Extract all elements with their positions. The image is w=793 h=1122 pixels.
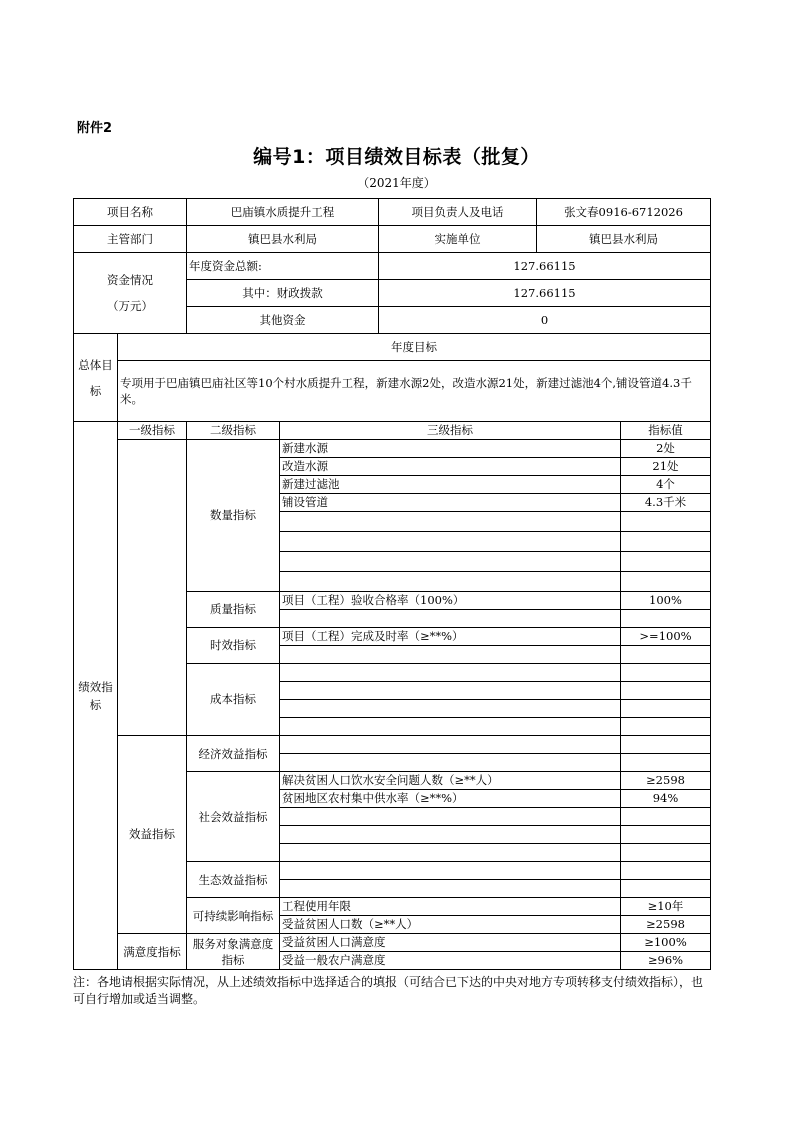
social-value-2: 94% xyxy=(621,790,711,808)
quality-value: 100% xyxy=(621,592,711,610)
social-item-2: 贫困地区农村集中供水率（≥**%） xyxy=(280,790,621,808)
dept-value: 镇巴县水利局 xyxy=(187,226,379,253)
quantity-label: 数量指标 xyxy=(187,440,280,592)
sustain-value-2: ≥2598 xyxy=(621,916,711,934)
project-name-label: 项目名称 xyxy=(74,199,187,226)
empty-cell xyxy=(280,532,621,552)
service-label: 服务对象满意度指标 xyxy=(187,934,280,970)
page-title: 编号1：项目绩效目标表（批复） xyxy=(253,146,540,168)
empty-cell xyxy=(621,552,711,572)
q-item-1: 新建水源 xyxy=(280,440,621,458)
empty-cell xyxy=(280,512,621,532)
social-value-1: ≥2598 xyxy=(621,772,711,790)
funds-total-label: 年度资金总额: xyxy=(187,253,379,280)
footnote: 注：各地请根据实际情况，从上述绩效指标中选择适合的填报（可结合已下达的中央对地方专项转移支付绩效指标），也可自行增加或适当调整。 xyxy=(73,975,704,1006)
q-value-3: 4个 xyxy=(621,476,711,494)
empty-cell xyxy=(280,718,621,736)
empty-cell xyxy=(280,736,621,754)
empty-cell xyxy=(280,862,621,880)
benefit-label: 效益指标 xyxy=(118,736,187,934)
empty-cell xyxy=(280,754,621,772)
empty-cell xyxy=(621,754,711,772)
social-label: 社会效益指标 xyxy=(187,772,280,862)
time-label: 时效指标 xyxy=(187,628,280,664)
q-item-4: 铺设管道 xyxy=(280,494,621,512)
empty-cell xyxy=(621,646,711,664)
empty-cell xyxy=(280,682,621,700)
funds-other: 0 xyxy=(379,307,711,334)
empty-cell xyxy=(621,610,711,628)
level2-header: 二级指标 xyxy=(187,422,280,440)
funds-other-label: 其他资金 xyxy=(187,307,379,334)
goal-header: 年度目标 xyxy=(118,334,711,361)
empty-cell xyxy=(621,718,711,736)
time-value: >=100% xyxy=(621,628,711,646)
empty-cell xyxy=(280,552,621,572)
level3-header: 三级指标 xyxy=(280,422,621,440)
empty-cell xyxy=(621,682,711,700)
empty-cell xyxy=(621,862,711,880)
empty-cell xyxy=(621,572,711,592)
sustain-item-2: 受益贫困人口数（≥**人） xyxy=(280,916,621,934)
quality-item: 项目（工程）验收合格率（100%） xyxy=(280,592,621,610)
empty-cell xyxy=(280,844,621,862)
q-item-2: 改造水源 xyxy=(280,458,621,476)
sustain-label: 可持续影响指标 xyxy=(187,898,280,934)
q-item-3: 新建过滤池 xyxy=(280,476,621,494)
sustain-value-1: ≥10年 xyxy=(621,898,711,916)
value-header: 指标值 xyxy=(621,422,711,440)
empty-cell xyxy=(280,826,621,844)
empty-cell xyxy=(280,808,621,826)
empty-cell xyxy=(621,844,711,862)
cost-label: 成本指标 xyxy=(187,664,280,736)
empty-cell xyxy=(280,572,621,592)
owner-label: 项目负责人及电话 xyxy=(379,199,537,226)
dept-label: 主管部门 xyxy=(74,226,187,253)
funds-total: 127.66115 xyxy=(379,253,711,280)
economic-label: 经济效益指标 xyxy=(187,736,280,772)
sat-item-2: 受益一般农户满意度 xyxy=(280,952,621,970)
empty-cell xyxy=(621,664,711,682)
output-indicators-cell xyxy=(118,440,187,736)
indicators-label: 绩效指标 xyxy=(74,422,118,970)
impl-value: 镇巴县水利局 xyxy=(537,226,711,253)
empty-cell xyxy=(621,700,711,718)
quality-label: 质量指标 xyxy=(187,592,280,628)
empty-cell xyxy=(621,532,711,552)
impl-label: 实施单位 xyxy=(379,226,537,253)
empty-cell xyxy=(280,646,621,664)
performance-table xyxy=(73,198,711,970)
q-value-1: 2处 xyxy=(621,440,711,458)
owner-value: 张文春0916-6712026 xyxy=(537,199,711,226)
empty-cell xyxy=(280,700,621,718)
project-name: 巴庙镇水质提升工程 xyxy=(187,199,379,226)
funds-fiscal: 127.66115 xyxy=(379,280,711,307)
empty-cell xyxy=(621,808,711,826)
q-value-4: 4.3千米 xyxy=(621,494,711,512)
time-item: 项目（工程）完成及时率（≥**%） xyxy=(280,628,621,646)
empty-cell xyxy=(280,610,621,628)
satisfaction-label: 满意度指标 xyxy=(118,934,187,970)
sat-item-1: 受益贫困人口满意度 xyxy=(280,934,621,952)
level1-header: 一级指标 xyxy=(118,422,187,440)
eco-label: 生态效益指标 xyxy=(187,862,280,898)
empty-cell xyxy=(280,664,621,682)
funds-label: 资金情况 （万元） xyxy=(74,253,187,334)
funds-fiscal-label: 其中：财政拨款 xyxy=(187,280,379,307)
goal-text: 专项用于巴庙镇巴庙社区等10个村水质提升工程，新建水源2处，改造水源21处，新建过滤池4个,铺设管道4.3千米。 xyxy=(118,361,711,422)
empty-cell xyxy=(621,736,711,754)
sat-value-1: ≥100% xyxy=(621,934,711,952)
empty-cell xyxy=(280,880,621,898)
goal-label: 总体目标 xyxy=(74,334,118,422)
empty-cell xyxy=(621,826,711,844)
attachment-label: 附件2 xyxy=(77,121,113,136)
q-value-2: 21处 xyxy=(621,458,711,476)
sat-value-2: ≥96% xyxy=(621,952,711,970)
empty-cell xyxy=(621,880,711,898)
sustain-item-1: 工程使用年限 xyxy=(280,898,621,916)
year-label: （2021年度） xyxy=(357,176,436,190)
empty-cell xyxy=(621,512,711,532)
social-item-1: 解决贫困人口饮水安全问题人数（≥**人） xyxy=(280,772,621,790)
